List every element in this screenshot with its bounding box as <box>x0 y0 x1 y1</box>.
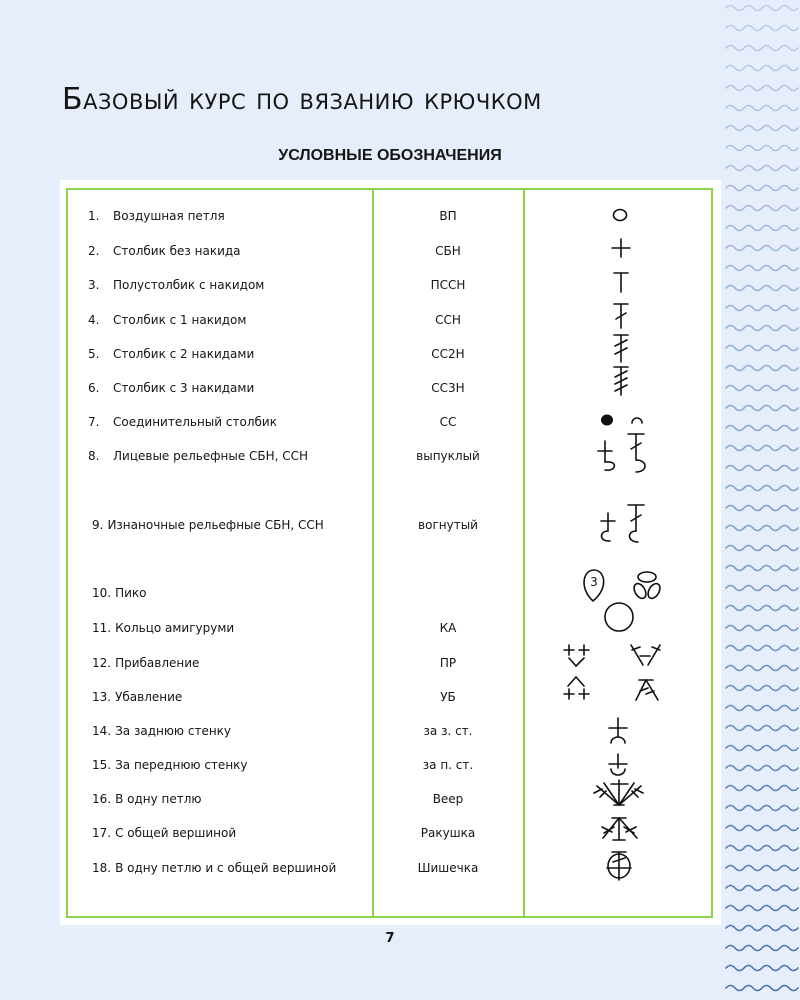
row-name-4 <box>88 312 368 328</box>
row-label: В одну петлю <box>115 792 202 806</box>
row-abbr-7: СС <box>439 415 457 429</box>
wave-line <box>726 966 798 971</box>
row-label: Прибавление <box>115 656 200 670</box>
row-abbr-8: выпуклый <box>416 449 480 463</box>
wave-line <box>726 26 798 31</box>
wave-line <box>726 386 798 391</box>
single-crochet-icon <box>612 239 630 257</box>
row-number: 14. <box>92 724 112 738</box>
row-label: Пико <box>115 586 147 600</box>
row-abbr-13: УБ <box>440 690 456 704</box>
row-label: Столбик без накида <box>113 244 241 258</box>
wave-line <box>726 266 798 271</box>
row-name-8 <box>88 448 368 464</box>
row-abbr-15: за п. ст. <box>422 758 474 772</box>
section-subtitle: УСЛОВНЫЕ ОБОЗНАЧЕНИЯ <box>278 147 502 164</box>
row-number: 7. <box>88 415 100 429</box>
row-number: 17. <box>92 826 112 840</box>
row-number: 18. <box>92 861 112 875</box>
wave-line <box>726 126 798 131</box>
wave-line <box>726 6 798 11</box>
row-label: За переднюю стенку <box>115 758 248 772</box>
chain-stitch-icon <box>614 210 627 221</box>
row-number: 2. <box>88 244 100 258</box>
row-abbr-1: ВП <box>439 209 457 223</box>
slip-stitch-icon <box>601 415 642 426</box>
row-label: Воздушная петля <box>113 209 225 223</box>
column-divider-2 <box>523 188 525 918</box>
wave-line <box>726 506 798 511</box>
wave-line <box>726 766 798 771</box>
row-abbr-11: КА <box>439 621 457 635</box>
row-abbr-6: СС3Н <box>431 381 465 395</box>
wave-line <box>726 946 798 951</box>
row-name-10 <box>92 585 372 601</box>
fan-icon <box>594 780 643 805</box>
wave-line <box>726 66 798 71</box>
row-number: 10. <box>92 586 112 600</box>
row-name-2 <box>88 243 368 259</box>
half-double-crochet-icon <box>614 273 628 292</box>
shell-icon <box>602 818 637 840</box>
wave-line <box>726 866 798 871</box>
row-label: Столбик с 1 накидом <box>113 313 247 327</box>
row-number: 11. <box>92 621 112 635</box>
row-number: 12. <box>92 656 112 670</box>
wave-line <box>726 426 798 431</box>
wave-line <box>726 666 798 671</box>
row-abbr-14: за з. ст. <box>423 724 473 738</box>
wave-line <box>726 466 798 471</box>
row-label: За заднюю стенку <box>115 724 232 738</box>
row-abbr-17: Ракушка <box>420 826 476 840</box>
row-number: 4. <box>88 313 100 327</box>
wave-line <box>726 986 798 991</box>
symbol-column <box>540 190 700 910</box>
row-name-3 <box>88 277 368 293</box>
front-loop-icon <box>609 754 627 775</box>
row-abbr-16: Веер <box>432 792 464 806</box>
row-abbr-9: вогнутый <box>418 518 478 532</box>
row-name-1 <box>88 208 368 224</box>
wave-line <box>726 886 798 891</box>
wave-line <box>726 826 798 831</box>
wave-line <box>726 46 798 51</box>
row-label: Кольцо амигуруми <box>115 621 235 635</box>
wave-line <box>726 186 798 191</box>
row-label: Столбик с 3 накидами <box>113 381 255 395</box>
row-name-6 <box>88 380 368 396</box>
row-abbr-4: ССН <box>435 313 461 327</box>
wave-line <box>726 726 798 731</box>
row-name-13 <box>92 689 372 705</box>
row-label: Изнаночные рельефные СБН, ССН <box>107 518 324 532</box>
treble-crochet-icon <box>614 335 628 362</box>
row-number: 3. <box>88 278 100 292</box>
front-post-icon <box>598 434 645 472</box>
wave-line <box>726 206 798 211</box>
increase-icon <box>564 645 660 666</box>
wave-line <box>726 366 798 371</box>
wave-line <box>726 586 798 591</box>
row-label: Убавление <box>115 690 183 704</box>
wave-line <box>726 106 798 111</box>
wave-line <box>726 166 798 171</box>
wave-line <box>726 246 798 251</box>
row-number: 16. <box>92 792 112 806</box>
back-loop-icon <box>609 718 627 743</box>
wave-line <box>726 346 798 351</box>
wave-line <box>726 146 798 151</box>
wave-line <box>726 626 798 631</box>
wave-line <box>726 926 798 931</box>
back-post-icon <box>601 505 644 542</box>
row-name-14 <box>92 723 372 739</box>
wave-line <box>726 906 798 911</box>
row-name-7 <box>88 414 368 430</box>
row-name-15 <box>92 757 372 773</box>
row-name-9 <box>92 517 372 533</box>
wave-line <box>726 566 798 571</box>
row-abbr-2: СБН <box>435 244 461 258</box>
wave-line <box>726 706 798 711</box>
row-name-5 <box>88 346 368 362</box>
picot-icon <box>584 570 662 601</box>
wave-line <box>726 86 798 91</box>
row-name-18 <box>92 860 372 876</box>
row-number: 6. <box>88 381 100 395</box>
page-number: 7 <box>385 931 395 946</box>
page-title: Базовый курс по вязанию крючком <box>62 82 542 117</box>
magic-ring-icon <box>605 603 633 631</box>
wave-line <box>726 406 798 411</box>
row-number: 8. <box>88 449 100 463</box>
wave-line <box>726 306 798 311</box>
row-number: 5. <box>88 347 100 361</box>
wave-line <box>726 786 798 791</box>
row-label: Столбик с 2 накидами <box>113 347 255 361</box>
wave-line <box>726 486 798 491</box>
wave-line <box>726 746 798 751</box>
row-label: С общей вершиной <box>115 826 237 840</box>
row-label: В одну петлю и с общей вершиной <box>115 861 337 875</box>
row-label: Полустолбик с накидом <box>113 278 265 292</box>
row-name-11 <box>92 620 372 636</box>
row-abbr-18: Шишечка <box>417 861 479 875</box>
bobble-icon <box>607 852 631 880</box>
wave-line <box>726 606 798 611</box>
wave-line <box>726 546 798 551</box>
row-name-17 <box>92 825 372 841</box>
row-abbr-5: СС2Н <box>431 347 465 361</box>
decrease-icon <box>564 677 658 700</box>
wave-line <box>726 286 798 291</box>
wave-line <box>726 806 798 811</box>
column-divider-1 <box>372 188 374 918</box>
row-label: Лицевые рельефные СБН, ССН <box>113 449 309 463</box>
row-label: Соединительный столбик <box>113 415 277 429</box>
row-name-12 <box>92 655 372 671</box>
wave-line <box>726 846 798 851</box>
row-number: 13. <box>92 690 112 704</box>
wave-line <box>726 226 798 231</box>
wave-line <box>726 446 798 451</box>
wave-line <box>726 686 798 691</box>
row-abbr-3: ПССН <box>430 278 466 292</box>
row-number: 9. <box>92 518 104 532</box>
row-name-16 <box>92 791 372 807</box>
wave-line <box>726 646 798 651</box>
wave-line <box>726 526 798 531</box>
row-abbr-12: ПР <box>439 656 457 670</box>
wave-pattern <box>724 0 800 1000</box>
row-number: 15. <box>92 758 112 772</box>
row-number: 1. <box>88 209 100 223</box>
double-treble-icon <box>614 367 628 395</box>
svg-text:3: 3 <box>590 575 598 589</box>
wave-line <box>726 326 798 331</box>
double-crochet-icon <box>614 304 628 328</box>
